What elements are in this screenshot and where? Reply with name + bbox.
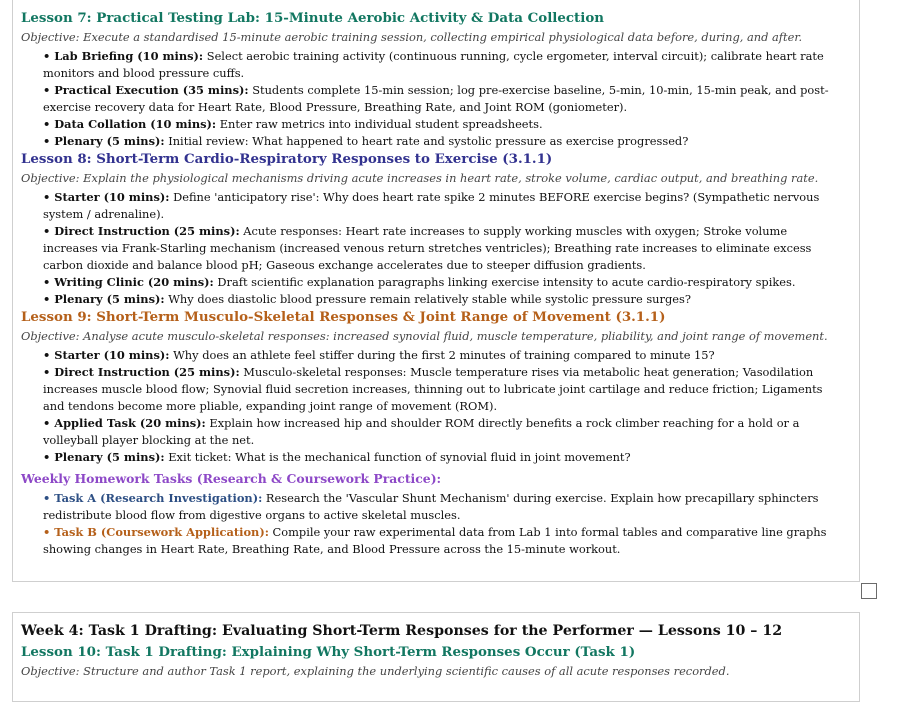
activity-label: • Applied Task (20 mins): bbox=[43, 416, 206, 430]
activity-label: • Direct Instruction (25 mins): bbox=[43, 365, 240, 379]
activity-text: Initial review: What happened to heart rate and systolic pressure as exercise progressed? bbox=[164, 134, 689, 148]
homework-title: Weekly Homework Tasks (Research & Coursework Practice): bbox=[21, 471, 442, 486]
activity-text: Define 'anticipatory rise': Why does heart rate spike 2 minutes BEFORE exercise begins? (Sympathetic nervous system / adrenaline). bbox=[43, 190, 820, 221]
list-item bbox=[43, 364, 841, 415]
activity-text: Acute responses: Heart rate increases to supply working muscles with oxygen; Stroke volume increases via Frank-Starling mechanism (increased venous return stretches ventricles); Breathing rate increases to eliminate excess carbon dioxide and balance blood pH; Gaseous exchange accelerates due to steeper diffusion gradients. bbox=[43, 224, 812, 272]
list-item bbox=[43, 449, 841, 466]
activity-text: Enter raw metrics into individual student spreadsheets. bbox=[216, 117, 543, 131]
task-a-text: Research the 'Vascular Shunt Mechanism' during exercise. Explain how precapillary sphincters redistribute blood flow from digestive organs to active skeletal muscles. bbox=[43, 491, 819, 522]
list-item bbox=[43, 82, 841, 116]
activity-label: • Data Collation (10 mins): bbox=[43, 117, 217, 131]
lesson-10-title: Lesson 10: Task 1 Drafting: Explaining Why Short-Term Responses Occur (Task 1) bbox=[21, 644, 636, 660]
activity-text: Draft scientific explanation paragraphs linking exercise intensity to acute cardio-respiratory spikes. bbox=[213, 275, 796, 289]
activity-text: Musculo-skeletal responses: Muscle temperature rises via metabolic heat generation; Vasodilation increases muscle blood flow; Synovial fluid secretion increases, thinning out to lubricate joint cartilage and reduce friction; Ligaments and tendons become more pliable, expanding joint range of movement (ROM). bbox=[43, 365, 823, 413]
list-item bbox=[43, 415, 841, 449]
activity-text: Explain how increased hip and shoulder ROM directly benefits a rock climber reaching for a hold or a volleyball player blocking at the net. bbox=[43, 416, 800, 447]
lesson-8-title: Lesson 8: Short-Term Cardio-Respiratory Responses to Exercise (3.1.1) bbox=[21, 151, 553, 167]
activity-label: • Lab Briefing (10 mins): bbox=[43, 49, 204, 63]
activity-label: • Starter (10 mins): bbox=[43, 190, 170, 204]
activity-label: • Direct Instruction (25 mins): bbox=[43, 224, 240, 238]
list-item bbox=[43, 490, 841, 524]
lesson-7-activity-list bbox=[21, 48, 859, 150]
activity-text: Select aerobic training activity (continuous running, cycle ergometer, interval circuit); calibrate heart rate monitors and blood pressure cuffs. bbox=[43, 49, 824, 80]
lesson-7-title: Lesson 7: Practical Testing Lab: 15-Minute Aerobic Activity & Data Collection bbox=[21, 10, 604, 26]
task-b-text: Compile your raw experimental data from Lab 1 into formal tables and comparative line graphs showing changes in Heart Rate, Breathing Rate, and Blood Pressure across the 15-minute workout. bbox=[43, 525, 827, 556]
activity-text: Students complete 15-min session; log pre-exercise baseline, 5-min, 10-min, 15-min peak, and post-exercise recovery data for Heart Rate, Blood Pressure, Breathing Rate, and Joint ROM (goniometer). bbox=[43, 83, 829, 114]
homework-task-list bbox=[21, 490, 859, 558]
list-item bbox=[43, 524, 841, 558]
lesson-10-objective: Objective: Structure and author Task 1 report, explaining the underlying scientific causes of all acute responses recorded. bbox=[21, 664, 730, 678]
completion-checkbox[interactable] bbox=[861, 583, 877, 599]
activity-label: • Practical Execution (35 mins): bbox=[43, 83, 249, 97]
lesson-8-activity-list bbox=[21, 189, 859, 308]
task-b-label: • Task B (Coursework Application): bbox=[43, 525, 269, 539]
activity-text: Why does an athlete feel stiffer during the first 2 minutes of training compared to minute 15? bbox=[169, 348, 715, 362]
list-item bbox=[43, 133, 841, 150]
lesson-9-title: Lesson 9: Short-Term Musculo-Skeletal Responses & Joint Range of Movement (3.1.1) bbox=[21, 309, 666, 325]
activity-label: • Writing Clinic (20 mins): bbox=[43, 275, 214, 289]
lesson-9-activity-list bbox=[21, 347, 859, 466]
list-item bbox=[43, 274, 841, 291]
list-item bbox=[43, 347, 841, 364]
list-item bbox=[43, 223, 841, 274]
list-item bbox=[43, 48, 841, 82]
list-item bbox=[43, 116, 841, 133]
task-a-label: • Task A (Research Investigation): bbox=[43, 491, 263, 505]
activity-label: • Starter (10 mins): bbox=[43, 348, 170, 362]
activity-label: • Plenary (5 mins): bbox=[43, 450, 165, 464]
lesson-8-objective: Objective: Explain the physiological mechanisms driving acute increases in heart rate, stroke volume, cardiac output, and breathing rate. bbox=[21, 171, 819, 185]
list-item bbox=[43, 291, 841, 308]
list-item bbox=[43, 189, 841, 223]
activity-label: • Plenary (5 mins): bbox=[43, 134, 165, 148]
lesson-9-objective: Objective: Analyse acute musculo-skeletal responses: increased synovial fluid, muscle temperature, pliability, and joint range of movement. bbox=[21, 329, 828, 343]
week4-content-card bbox=[12, 612, 860, 702]
week-4-title: Week 4: Task 1 Drafting: Evaluating Short-Term Responses for the Performer — Lessons 10 – 12 bbox=[21, 623, 783, 639]
week3-content-card bbox=[12, 0, 860, 582]
activity-text: Exit ticket: What is the mechanical function of synovial fluid in joint movement? bbox=[164, 450, 631, 464]
activity-text: Why does diastolic blood pressure remain relatively stable while systolic pressure surges? bbox=[164, 292, 691, 306]
lesson-7-objective: Objective: Execute a standardised 15-minute aerobic training session, collecting empirical physiological data before, during, and after. bbox=[21, 30, 803, 44]
activity-label: • Plenary (5 mins): bbox=[43, 292, 165, 306]
